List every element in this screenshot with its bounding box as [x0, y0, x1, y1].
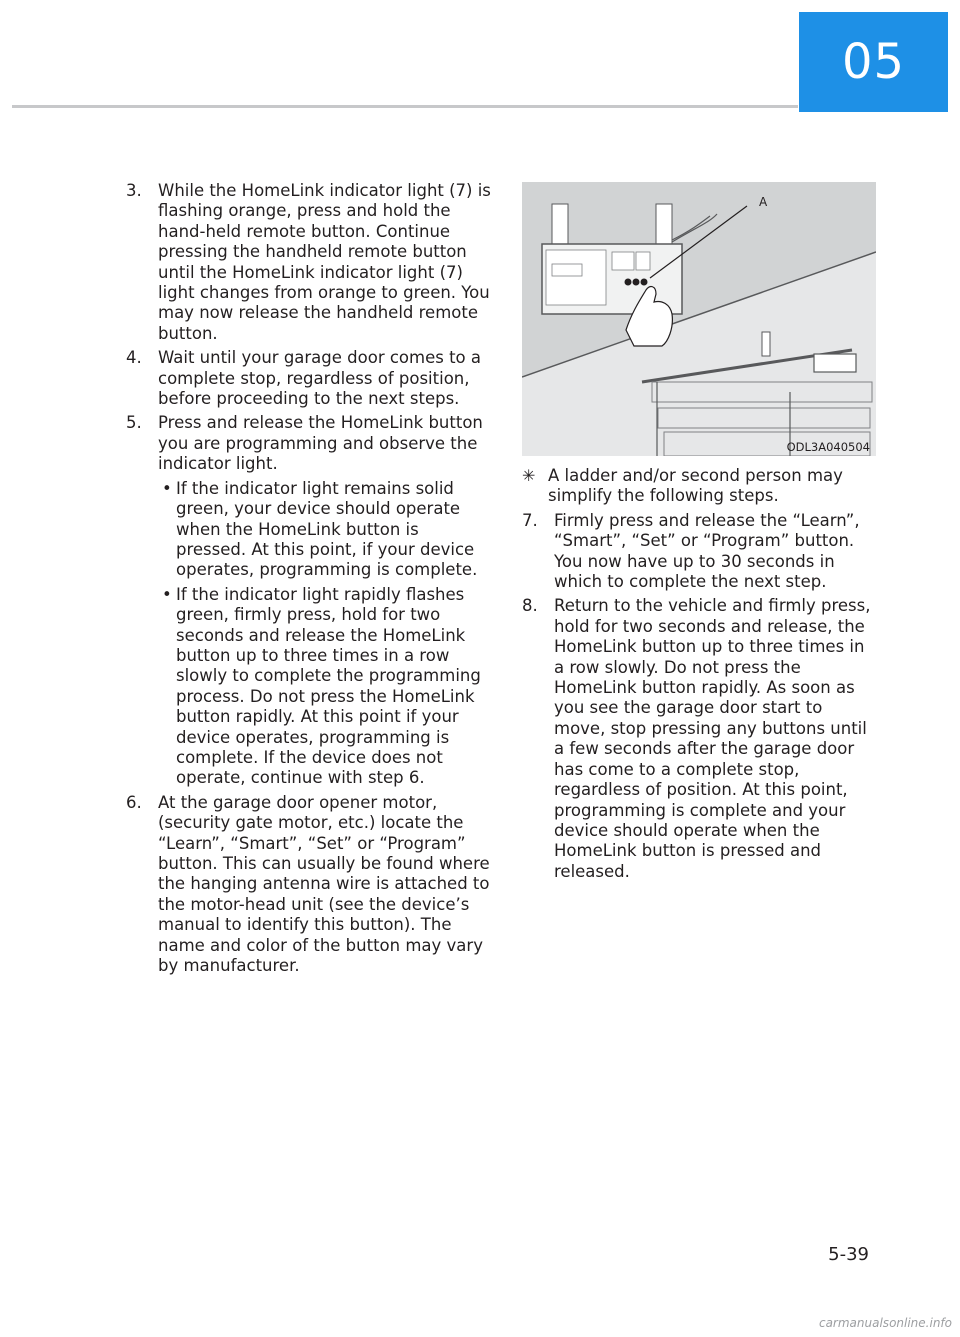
bullet-text: If the indicator light rapidly flashes green, firmly press, hold for two seconds and release the HomeLink button up to three times in a row slowly to complete the programming process. Do not press the HomeLink button rapidly. At this point if your device operates, programming is complete. If the device does not operate, continue with step 6. [176, 584, 481, 788]
step-number: 4. [126, 348, 142, 368]
note [522, 466, 876, 507]
page-number: 5-39 [828, 1244, 869, 1265]
step-7 [522, 511, 876, 593]
step-number: 8. [522, 596, 538, 616]
garage-opener-illustration [522, 182, 876, 456]
step-text: While the HomeLink indicator light (7) is flashing orange, press and hold the hand-held remote button. Continue pressing the handheld remote button until the HomeLink indicator light (7) light changes from orange to green. You may now release the handheld remote button. [158, 181, 491, 343]
step-text: Return to the vehicle and firmly press, hold for two seconds and release, the HomeLink button up to three times in a row slowly. Do not press the HomeLink button rapidly. As soon as you see the garage door start to move, stop pressing any buttons until a few seconds after the garage door has come to a complete stop, regardless of position. At this point, programming is complete and your device should operate when the HomeLink button is pressed and released. [554, 596, 871, 881]
left-column [126, 181, 492, 980]
bullet-mark: • [162, 478, 172, 498]
step-text: Press and release the HomeLink button you are programming and observe the indicator light. [158, 413, 483, 474]
step-number: 7. [522, 510, 538, 530]
step-8 [522, 596, 876, 882]
background-motor-unit [814, 354, 856, 372]
learn-button [633, 279, 640, 286]
step-text: Firmly press and release the “Learn”, “Smart”, “Set” or “Program” button. You now have up to 30 seconds in which to complete the next step. [554, 510, 860, 592]
step-5 [126, 413, 492, 474]
step-5-bullet-1 [126, 479, 492, 581]
step-number: 6. [126, 792, 142, 812]
chapter-tab: 05 [799, 12, 948, 112]
note-text: A ladder and/or second person may simplify the following steps. [548, 466, 843, 506]
step-text: At the garage door opener motor, (security gate motor, etc.) locate the “Learn”, “Smart”, “Set” or “Program” button. This can usually be found where the hanging antenna wire is attached to the motor-head unit (see the device’s manual to identify this button). The name and color of the button may vary by manufacturer. [158, 792, 490, 976]
step-5-bullet-2 [126, 585, 492, 789]
step-6 [126, 793, 492, 977]
asterisk-icon: ✳ [522, 466, 536, 485]
watermark: carmanualsonline.info [818, 1316, 952, 1330]
step-number: 3. [126, 181, 142, 200]
bullet-text: If the indicator light remains solid green, your device should operate when the HomeLink button is pressed. At this point, if your device operates, programming is complete. [176, 478, 478, 580]
right-column [522, 466, 876, 886]
step-number: 5. [126, 413, 142, 433]
step-4 [126, 348, 492, 409]
bullet-mark: • [162, 584, 172, 604]
step-3 [126, 181, 492, 344]
header-divider [12, 105, 798, 108]
step-text: Wait until your garage door comes to a complete stop, regardless of position, before proceeding to the next steps. [158, 348, 482, 409]
callout-label: A [759, 195, 768, 209]
garage-opener-drawing [522, 182, 876, 456]
figure-code: ODL3A040504 [786, 440, 870, 454]
